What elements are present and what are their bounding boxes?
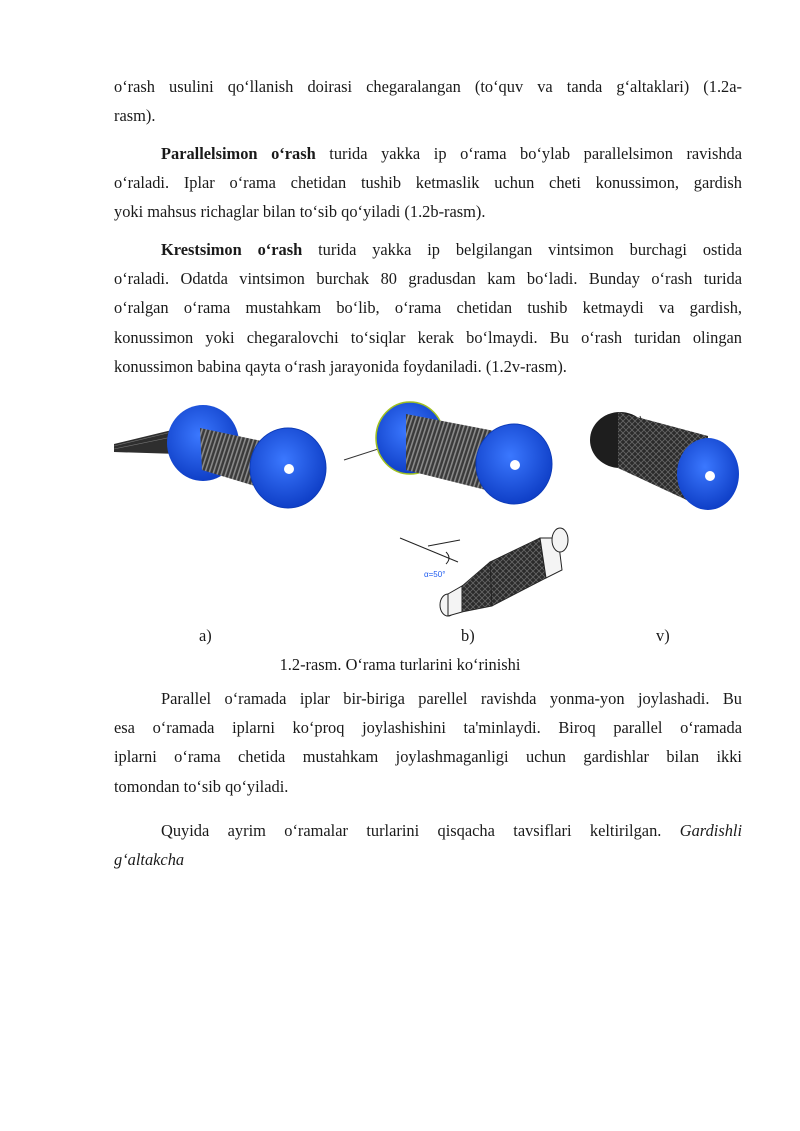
paragraph-intro-continuation (114, 72, 742, 130)
paragraph-parallel-explanation (114, 684, 742, 801)
bobbin-b-illustration (344, 402, 552, 504)
paragraph-cross-winding (114, 235, 742, 381)
text-line: o‘raladi. Odatda vintsimon burchak 80 gradusdan kam bo‘ladi. Bunday o‘rash turida (114, 269, 742, 289)
figure-label-v: v) (656, 626, 670, 645)
term-cross-winding: Krestsimon o‘rash (161, 240, 303, 259)
figure-caption: 1.2-rasm. O‘rama turlarini ko‘rinishi (279, 655, 521, 674)
text-line: rasm). (114, 106, 156, 126)
text-line: o‘raladi. Iplar o‘rama chetidan tushib ketmaslik uchun cheti konussimon, gardish (114, 173, 742, 193)
paragraph-winding-descriptions (114, 816, 742, 874)
term-parallel-winding: Parallelsimon o‘rash (161, 144, 316, 163)
term-spool: g‘altakcha (114, 850, 185, 870)
conical-bobbin-illustration (400, 528, 568, 616)
figure-label-b: b) (461, 626, 475, 645)
text-line (114, 816, 742, 845)
text-line (114, 235, 742, 264)
text-fragment: turida yakka ip o‘rama bo‘ylab parallelsimon ravishda (315, 144, 742, 163)
paragraph-parallel-winding (114, 139, 742, 227)
term-flanged-spool: Gardishli (679, 821, 742, 840)
text-line: Parallel o‘ramada iplar bir-biriga parellel ravishda yonma-yon joylashadi. Bu (161, 689, 742, 708)
text-line: konussimon babina qayta o‘rash jarayonida foydaniladi. (1.2v-rasm). (114, 356, 567, 376)
text-line: yoki mahsus richaglar bilan to‘sib qo‘yiladi (1.2b-rasm). (114, 202, 486, 222)
text-line: o‘rash usulini qo‘llanish doirasi chegaralangan (to‘quv va tanda g‘altaklari) (1.2a- (114, 77, 742, 96)
text-line: o‘ralgan o‘rama mustahkam bo‘lib, o‘rama chetidan tushib ketmaydi va gardish, (114, 298, 742, 318)
text-line: esa o‘ramada iplarni ko‘proq joylashishini ta'minlaydi. Biroq parallel o‘ramada (114, 718, 742, 738)
text-line (114, 845, 742, 874)
angle-label: α=50° (424, 570, 446, 579)
text-line: tomondan to‘sib qo‘yiladi. (114, 776, 289, 796)
winding-illustrations (110, 400, 750, 618)
figure-label-a: a) (199, 626, 212, 645)
text-fragment: Quyida ayrim o‘ramalar turlarini qisqacha tavsiflari keltirilgan. (161, 821, 680, 840)
bobbin-v-illustration (590, 412, 739, 510)
text-line (114, 139, 742, 168)
text-fragment: turida yakka ip belgilangan vintsimon burchagi ostida (302, 240, 742, 259)
figure-winding-types (110, 400, 750, 618)
bobbin-a-illustration (114, 405, 326, 508)
text-line: iplarni o‘rama chetida mustahkam joylashmaganligi uchun gardishlar bilan ikki (114, 747, 742, 767)
text-line: konussimon yoki chegaralovchi to‘siqlar kerak bo‘lmaydi. Bu o‘rash turidan olingan (114, 327, 742, 347)
